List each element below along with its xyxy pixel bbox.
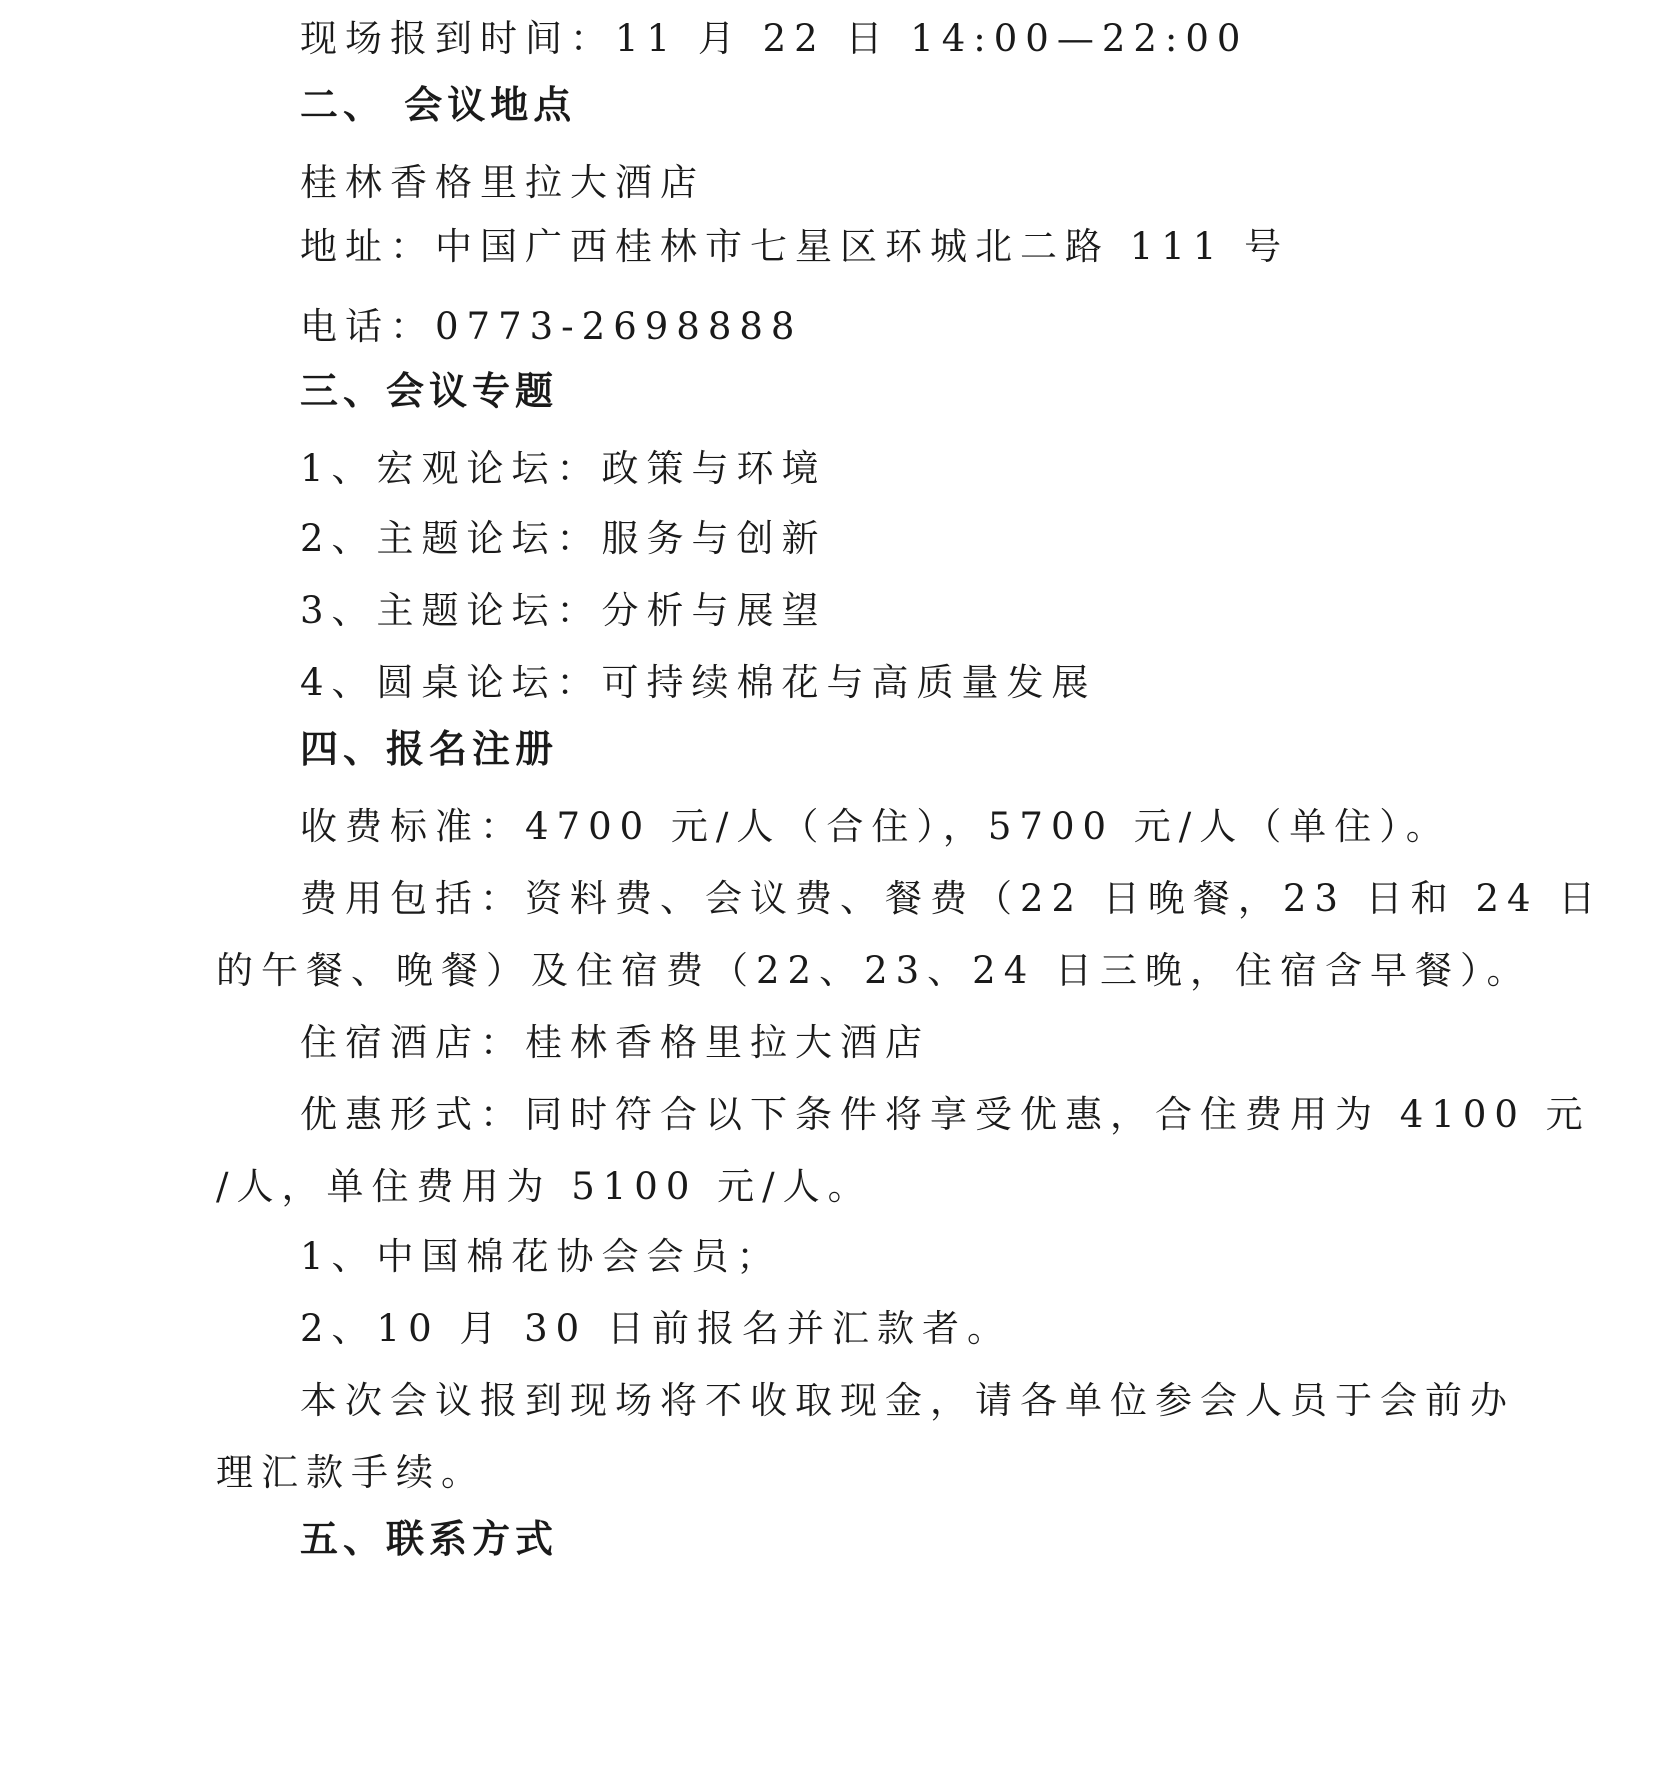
fee-standard: 收费标准：4700 元/人（合住），5700 元/人（单住）。: [300, 805, 1451, 848]
discount-line-1: 优惠形式：同时符合以下条件将享受优惠，合住费用为 4100 元: [300, 1093, 1591, 1136]
checkin-time: 现场报到时间：11 月 22 日 14:00—22:00: [300, 17, 1249, 60]
hotel: 住宿酒店：桂林香格里拉大酒店: [300, 1021, 930, 1064]
condition-2: 2、10 月 30 日前报名并汇款者。: [300, 1307, 1012, 1350]
venue-phone: 电话：0773-2698888: [300, 305, 803, 348]
topic-1: 1、宏观论坛：政策与环境: [300, 447, 827, 490]
topic-4: 4、圆桌论坛：可持续棉花与高质量发展: [300, 661, 1097, 704]
venue-name: 桂林香格里拉大酒店: [300, 161, 705, 204]
section-3-title: 三、会议专题: [300, 369, 559, 413]
section-5-title: 五、联系方式: [300, 1517, 559, 1561]
payment-note-line-2: 理汇款手续。: [216, 1451, 486, 1494]
condition-1: 1、中国棉花协会会员；: [300, 1235, 782, 1278]
section-2-title: 二、 会议地点: [300, 83, 577, 127]
venue-address: 地址：中国广西桂林市七星区环城北二路 111 号: [300, 225, 1290, 268]
topic-2: 2、主题论坛：服务与创新: [300, 517, 827, 560]
discount-line-2: /人，单住费用为 5100 元/人。: [216, 1165, 873, 1208]
fee-includes-line-1: 费用包括：资料费、会议费、餐费（22 日晚餐，23 日和 24 日: [300, 877, 1604, 920]
section-4-title: 四、报名注册: [300, 727, 559, 771]
topic-3: 3、主题论坛：分析与展望: [300, 589, 827, 632]
payment-note-line-1: 本次会议报到现场将不收取现金，请各单位参会人员于会前办: [300, 1379, 1515, 1422]
fee-includes-line-2: 的午餐、晚餐）及住宿费（22、23、24 日三晚，住宿含早餐）。: [216, 949, 1532, 992]
